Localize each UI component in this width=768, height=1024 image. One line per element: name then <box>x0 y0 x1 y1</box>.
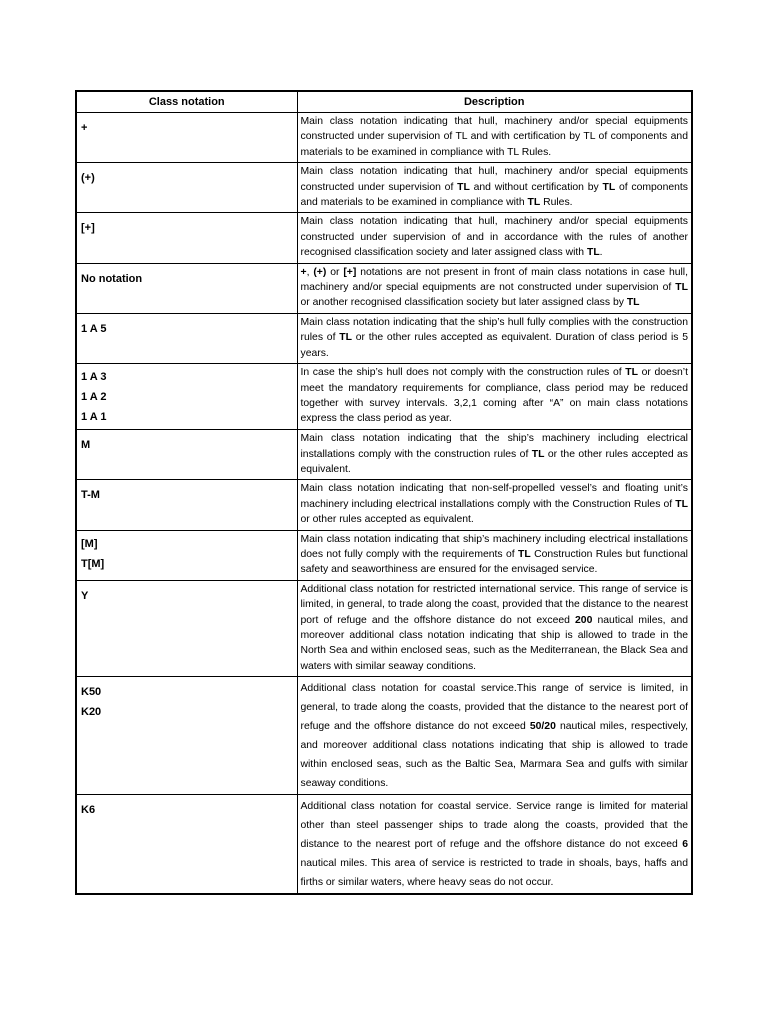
table-row <box>76 430 692 480</box>
description-cell <box>297 364 692 430</box>
table-row <box>76 313 692 363</box>
description-text: or another recognised classification society but later assigned class by <box>300 297 627 309</box>
description-cell <box>297 113 692 163</box>
description-emphasis: 200 <box>575 614 593 626</box>
description-text: Main class notation indicating that ship’s machinery including electrical installations does not fully comply with the requirements of <box>300 533 688 560</box>
class-notation-label: No notation <box>81 272 143 285</box>
description-emphasis: TL <box>527 197 541 209</box>
class-notation-cell <box>76 677 297 795</box>
class-notation-label: 1 A 3 <box>81 371 107 384</box>
class-notation-label: [M] <box>81 537 98 550</box>
description-text: and without certification by <box>469 181 603 193</box>
description-text: Main class notation indicating that hull, machinery and/or special equipments constructed under supervision of <box>300 166 688 193</box>
class-notation-label: (+) <box>81 172 95 185</box>
class-notation-label: M <box>81 439 91 452</box>
description-text: Construction Rules but functional safety and seaworthiness are ensured for the envisaged service. <box>300 548 688 576</box>
class-notation-label: [+] <box>81 222 95 235</box>
table-row <box>76 795 692 895</box>
class-notation-cell <box>76 113 297 163</box>
table-body <box>76 113 692 895</box>
description-emphasis: TL <box>531 448 545 460</box>
description-text: or other rules accepted as equivalent. <box>300 514 474 526</box>
class-notation-cell <box>76 580 297 676</box>
description-emphasis: TL <box>675 498 688 510</box>
description-emphasis: TL <box>518 548 531 560</box>
description-text: or the other rules accepted as equivalent. Duration of class period is 5 years. <box>300 332 688 359</box>
description-emphasis: TL <box>625 367 638 379</box>
description-text: , <box>306 266 314 278</box>
description-cell <box>297 213 692 263</box>
description-cell <box>297 580 692 676</box>
class-notation-label: + <box>81 122 88 134</box>
class-notation-label: Y <box>81 589 89 602</box>
description-emphasis: TL <box>602 181 616 193</box>
description-emphasis: (+) <box>313 266 327 278</box>
class-notation-cell <box>76 213 297 263</box>
description-cell <box>297 430 692 480</box>
description-text: Main class notation indicating that hull, machinery and/or special equipments constructed under supervision of and in accordance with the rules of another recognised classification society and later assigned class with <box>300 216 688 259</box>
description-text: nautical miles, respectively, and moreover additional class notations indicating that ship is allowed to trade within enclosed seas, such as the Baltic Sea, Marmara Sea and gulfs with similar seaway conditions. <box>300 721 688 790</box>
table-row <box>76 263 692 313</box>
description-text: Additional class notation for coastal service.This range of service is limited, in general, to trade along the coasts, provided that the distance to the nearest port of refuge and the offshore distance do not exceed <box>300 683 688 733</box>
class-notation-cell <box>76 364 297 430</box>
description-emphasis: [+] <box>343 266 357 278</box>
class-notation-cell <box>76 313 297 363</box>
description-emphasis: 50/20 <box>529 721 556 733</box>
description-text: Main class notation indicating that non-self-propelled vessel’s and floating unit’s machinery including electrical installations comply with the Construction Rules of <box>300 483 688 510</box>
description-cell <box>297 263 692 313</box>
description-text: nautical miles. This area of service is restricted to trade in shoals, bays, haffs and firths or similar waters, where heavy seas do not occur. <box>300 858 688 889</box>
description-emphasis: TL <box>675 282 688 294</box>
class-notation-label: K20 <box>81 706 102 719</box>
description-text: In case the ship’s hull does not comply with the construction rules of <box>300 367 626 379</box>
class-notation-label: 1 A 2 <box>81 391 107 404</box>
class-notation-label: K6 <box>81 804 96 817</box>
description-emphasis: 6 <box>682 839 688 851</box>
description-text: nautical miles, and moreover additional class notation indicating that ship is allowed to trade in the North Sea and within enclosed seas, such as the Mediterranean, the Black Sea and waters with similar seaway conditions. <box>300 614 689 672</box>
table-row <box>76 530 692 580</box>
table-row <box>76 163 692 213</box>
column-header-class-notation: Class notation <box>76 91 297 113</box>
description-text: of components and materials to be examined in compliance with <box>300 181 688 209</box>
column-header-description: Description <box>297 91 692 113</box>
description-text: or the other rules accepted as equivalent. <box>300 448 689 475</box>
table-row <box>76 364 692 430</box>
table-row <box>76 677 692 795</box>
description-text: or doesn’t meet the mandatory requirements for compliance, class period may be reduced together with survey intervals. 3,2,1 coming after “A” on main class notations express the class period as year. <box>300 367 688 425</box>
table-row <box>76 113 692 163</box>
description-text: Rules. <box>540 197 573 209</box>
class-notation-label: 1 A 1 <box>81 411 107 424</box>
class-notation-cell <box>76 795 297 895</box>
table-row <box>76 213 692 263</box>
class-notation-label: K50 <box>81 686 102 699</box>
description-cell <box>297 163 692 213</box>
table-row <box>76 480 692 530</box>
description-text: Additional class notation for coastal service. Service range is limited for material other than steel passenger ships to trade along the coasts, provided that the distance to the nearest port of refuge and the offshore distance do not exceed <box>300 801 688 851</box>
table-header-row <box>76 91 692 113</box>
description-text: Main class notation indicating that the ship’s hull fully complies with the construction rules of <box>300 316 688 344</box>
description-emphasis: TL <box>457 181 470 193</box>
class-notation-cell <box>76 263 297 313</box>
description-emphasis: TL <box>626 297 640 309</box>
class-notation-cell <box>76 480 297 530</box>
class-notation-cell <box>76 530 297 580</box>
description-text: or <box>326 266 344 278</box>
class-notation-label: T-M <box>81 489 100 502</box>
class-notation-label: 1 A 5 <box>81 322 107 335</box>
description-cell <box>297 313 692 363</box>
table-row <box>76 580 692 676</box>
description-cell <box>297 480 692 530</box>
class-notation-table <box>75 90 693 895</box>
class-notation-cell <box>76 430 297 480</box>
description-text: . <box>599 247 603 259</box>
description-text: notations are not present in front of main class notations in case hull, machinery and/or special equipments are not constructed under supervision of <box>300 266 689 294</box>
description-emphasis: + <box>300 266 307 278</box>
class-notation-cell <box>76 163 297 213</box>
description-cell <box>297 677 692 795</box>
description-cell <box>297 795 692 895</box>
description-text: Main class notation indicating that the ship’s machinery including electrical installations comply with the construction rules of <box>300 433 688 460</box>
description-cell <box>297 530 692 580</box>
description-emphasis: TL <box>586 247 600 259</box>
description-text: Additional class notation for restricted international service. This range of service is limited, in general, to trade along the coast, provided that the distance to the nearest port of refuge and the offshore distance do not exceed <box>300 583 688 626</box>
description-text: Main class notation indicating that hull, machinery and/or special equipments constructed under supervision of TL and with certification by TL of components and materials to be examined in compliance with TL Rules. <box>300 116 688 158</box>
class-notation-label: T[M] <box>81 557 105 570</box>
description-emphasis: TL <box>339 332 352 344</box>
